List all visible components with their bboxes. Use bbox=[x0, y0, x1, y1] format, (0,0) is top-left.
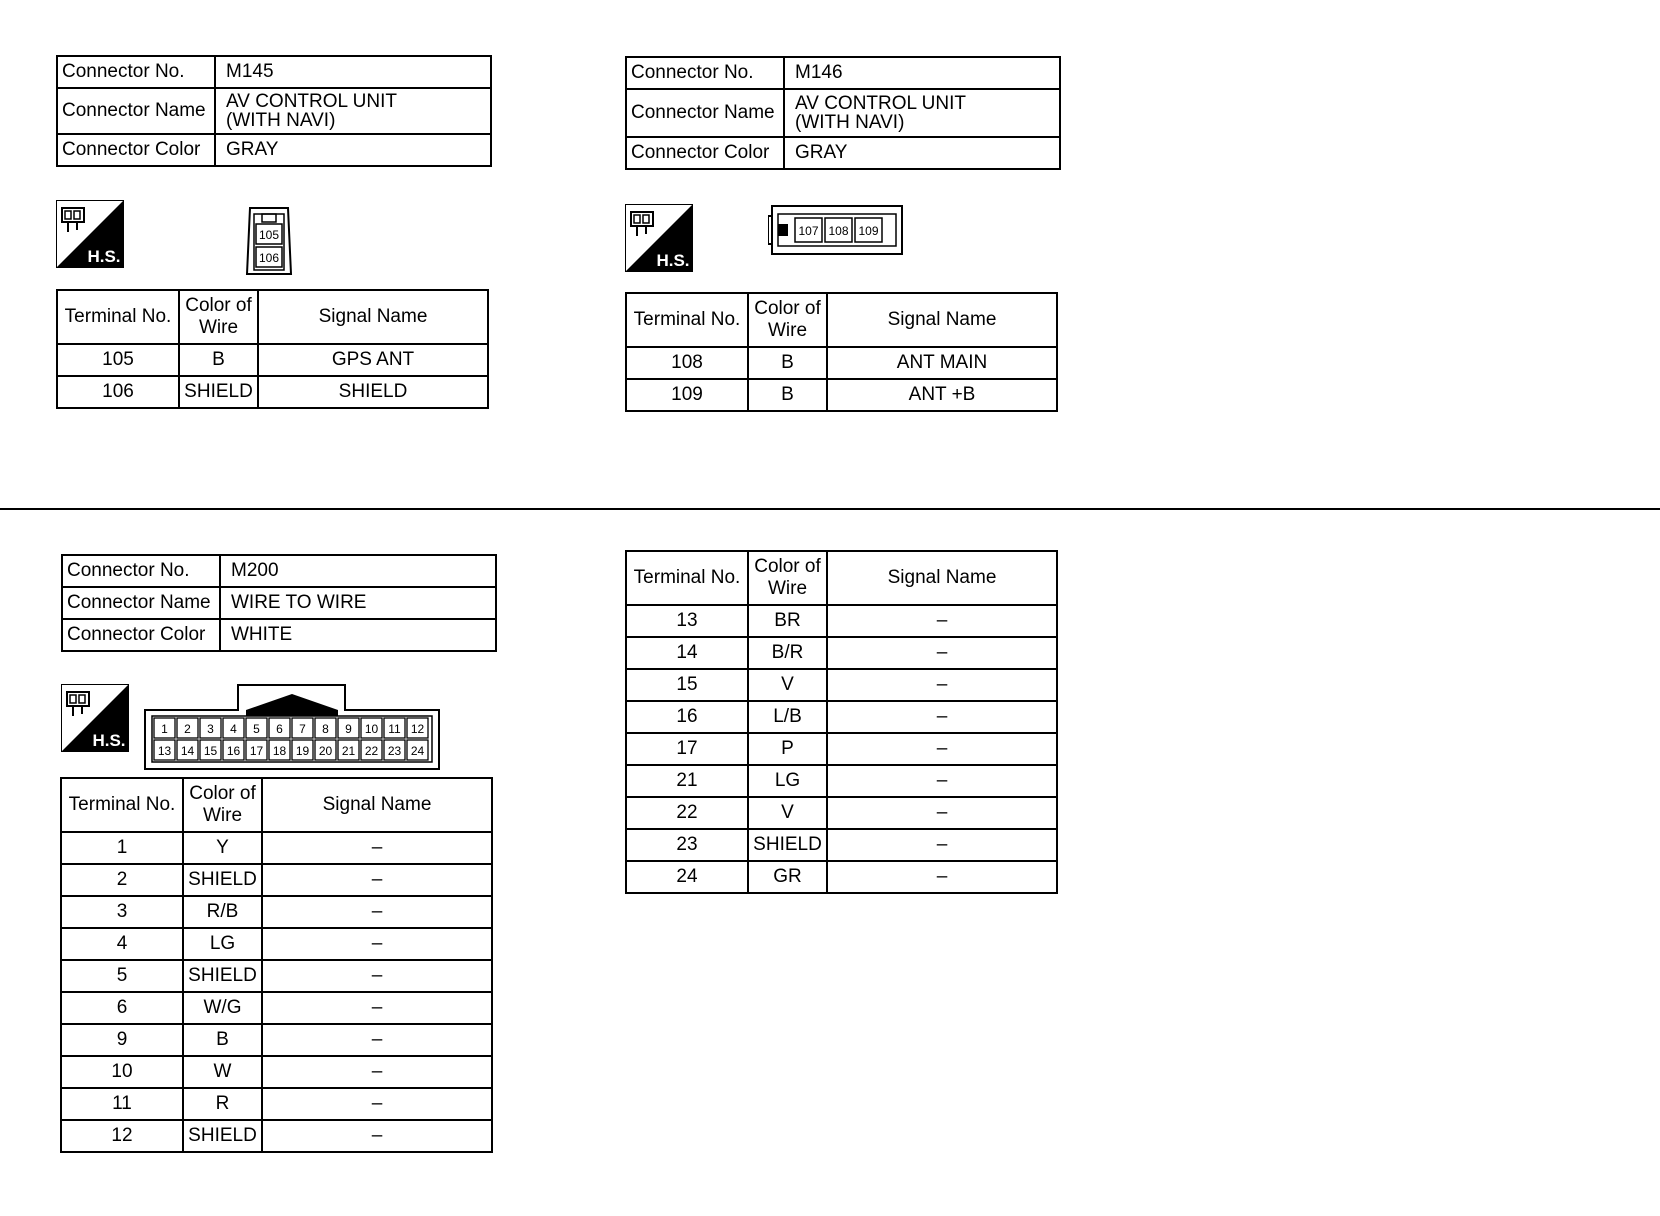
table-row bbox=[57, 344, 488, 376]
hs-harness-side-icon bbox=[61, 684, 129, 752]
wire-color: R bbox=[183, 1088, 262, 1120]
signal-name: GPS ANT bbox=[258, 344, 488, 376]
table-row bbox=[61, 992, 492, 1024]
terminal-table-m146 bbox=[625, 292, 1058, 412]
connector-name-value: WIRE TO WIRE bbox=[220, 587, 496, 619]
pin-label: 22 bbox=[364, 744, 379, 758]
pin-label: 6 bbox=[276, 722, 283, 736]
wire-color: B bbox=[748, 379, 827, 411]
connector-info-m146 bbox=[625, 56, 1061, 170]
hs-label: H.S. bbox=[87, 247, 121, 266]
connector-name-value bbox=[215, 88, 491, 134]
wire-color: V bbox=[748, 669, 827, 701]
table-row bbox=[626, 765, 1057, 797]
signal-name: – bbox=[827, 765, 1057, 797]
pin-label: 12 bbox=[410, 722, 425, 736]
header-color-of-wire: Color of Wire bbox=[748, 551, 827, 605]
terminal-no: 9 bbox=[61, 1024, 183, 1056]
terminal-no: 11 bbox=[61, 1088, 183, 1120]
signal-name: – bbox=[262, 1120, 492, 1152]
terminal-no: 109 bbox=[626, 379, 748, 411]
table-row bbox=[61, 1120, 492, 1152]
table-row bbox=[626, 379, 1057, 411]
signal-name: ANT MAIN bbox=[827, 347, 1057, 379]
connector-info-m145 bbox=[56, 55, 492, 167]
connector-name-value bbox=[784, 89, 1060, 137]
wire-color: B bbox=[748, 347, 827, 379]
info-row-connector-name bbox=[62, 587, 496, 619]
wire-color: LG bbox=[183, 928, 262, 960]
connector-name-line: AV CONTROL UNIT bbox=[795, 93, 967, 114]
wire-color: SHIELD bbox=[183, 864, 262, 896]
terminal-no: 3 bbox=[61, 896, 183, 928]
signal-name: – bbox=[262, 1024, 492, 1056]
info-row-connector-color bbox=[626, 137, 1060, 169]
connector-no-value: M200 bbox=[220, 555, 496, 587]
connector-color-value: GRAY bbox=[215, 134, 491, 166]
wire-color: SHIELD bbox=[183, 960, 262, 992]
table-row bbox=[61, 1088, 492, 1120]
pin-label: 15 bbox=[203, 744, 218, 758]
header-color-of-wire: Color of Wire bbox=[183, 778, 262, 832]
terminal-no: 13 bbox=[626, 605, 748, 637]
info-row-connector-name bbox=[626, 89, 1060, 137]
wire-color: P bbox=[748, 733, 827, 765]
section-divider bbox=[0, 508, 1660, 510]
terminal-no: 21 bbox=[626, 765, 748, 797]
pin-label: 20 bbox=[318, 744, 333, 758]
terminal-no: 24 bbox=[626, 861, 748, 893]
signal-name: – bbox=[262, 1056, 492, 1088]
signal-name: ANT +B bbox=[827, 379, 1057, 411]
pin-label: 16 bbox=[226, 744, 241, 758]
header-signal-name: Signal Name bbox=[262, 778, 492, 832]
table-row bbox=[61, 832, 492, 864]
signal-name: – bbox=[262, 992, 492, 1024]
terminal-no: 108 bbox=[626, 347, 748, 379]
signal-name: – bbox=[262, 896, 492, 928]
info-label: Connector Color bbox=[62, 619, 220, 651]
signal-name: – bbox=[827, 637, 1057, 669]
signal-name: – bbox=[827, 605, 1057, 637]
terminal-table-header bbox=[626, 551, 1057, 605]
terminal-table-header bbox=[57, 290, 488, 344]
connector-no-value: M146 bbox=[784, 57, 1060, 89]
pin-label: 105 bbox=[258, 228, 280, 242]
wire-color: B/R bbox=[748, 637, 827, 669]
info-label: Connector Name bbox=[626, 89, 784, 137]
terminal-no: 106 bbox=[57, 376, 179, 408]
connector-name-line: (WITH NAVI) bbox=[795, 112, 905, 133]
connector-info-m200 bbox=[61, 554, 497, 652]
info-row-connector-no bbox=[62, 555, 496, 587]
pin-label: 23 bbox=[387, 744, 402, 758]
pin-label: 24 bbox=[410, 744, 425, 758]
info-label: Connector No. bbox=[626, 57, 784, 89]
terminal-no: 23 bbox=[626, 829, 748, 861]
pin-label: 11 bbox=[388, 722, 401, 736]
signal-name: – bbox=[262, 864, 492, 896]
terminal-table-header bbox=[61, 778, 492, 832]
hs-label: H.S. bbox=[92, 731, 126, 750]
signal-name: – bbox=[262, 832, 492, 864]
terminal-no: 14 bbox=[626, 637, 748, 669]
pin-label: 7 bbox=[299, 722, 306, 736]
table-row bbox=[626, 637, 1057, 669]
table-row bbox=[61, 928, 492, 960]
connector-color-value: WHITE bbox=[220, 619, 496, 651]
signal-name: – bbox=[827, 797, 1057, 829]
info-label: Connector No. bbox=[57, 56, 215, 88]
info-label: Connector Name bbox=[62, 587, 220, 619]
pin-label: 19 bbox=[295, 744, 310, 758]
info-row-connector-color bbox=[57, 134, 491, 166]
pin-label: 8 bbox=[322, 722, 329, 736]
terminal-table-m200 bbox=[60, 777, 493, 1153]
terminal-table-m200-continued bbox=[625, 550, 1058, 894]
info-row-connector-name bbox=[57, 88, 491, 134]
connector-no-value: M145 bbox=[215, 56, 491, 88]
wire-color: SHIELD bbox=[183, 1120, 262, 1152]
wire-color: L/B bbox=[748, 701, 827, 733]
terminal-no: 10 bbox=[61, 1056, 183, 1088]
wire-color: W/G bbox=[183, 992, 262, 1024]
terminal-no: 1 bbox=[61, 832, 183, 864]
header-signal-name: Signal Name bbox=[827, 293, 1057, 347]
signal-name: – bbox=[827, 861, 1057, 893]
connector-face-m145 bbox=[244, 200, 294, 278]
wire-color: SHIELD bbox=[748, 829, 827, 861]
pin-label: 1 bbox=[161, 722, 168, 736]
header-signal-name: Signal Name bbox=[258, 290, 488, 344]
info-label: Connector Color bbox=[626, 137, 784, 169]
wire-color: LG bbox=[748, 765, 827, 797]
info-row-connector-no bbox=[57, 56, 491, 88]
terminal-no: 16 bbox=[626, 701, 748, 733]
pin-label: 14 bbox=[180, 744, 195, 758]
table-row bbox=[626, 347, 1057, 379]
terminal-no: 2 bbox=[61, 864, 183, 896]
info-row-connector-color bbox=[62, 619, 496, 651]
table-row bbox=[61, 960, 492, 992]
header-terminal-no: Terminal No. bbox=[626, 551, 748, 605]
wire-color: B bbox=[183, 1024, 262, 1056]
signal-name: – bbox=[262, 960, 492, 992]
terminal-no: 12 bbox=[61, 1120, 183, 1152]
pin-label: 17 bbox=[249, 744, 264, 758]
header-terminal-no: Terminal No. bbox=[61, 778, 183, 832]
signal-name: – bbox=[262, 928, 492, 960]
terminal-table-header bbox=[626, 293, 1057, 347]
terminal-no: 15 bbox=[626, 669, 748, 701]
pin-label: 106 bbox=[258, 251, 280, 265]
hs-harness-side-icon bbox=[56, 200, 124, 268]
table-row bbox=[626, 829, 1057, 861]
table-row bbox=[61, 896, 492, 928]
terminal-table-m145 bbox=[56, 289, 489, 409]
pin-label: 10 bbox=[364, 722, 379, 736]
pin-label: 5 bbox=[253, 722, 260, 736]
connector-face-m200 bbox=[144, 684, 440, 770]
wire-color: SHIELD bbox=[179, 376, 258, 408]
signal-name: SHIELD bbox=[258, 376, 488, 408]
info-label: Connector No. bbox=[62, 555, 220, 587]
connector-face-m146 bbox=[768, 204, 904, 256]
wire-color: W bbox=[183, 1056, 262, 1088]
terminal-no: 22 bbox=[626, 797, 748, 829]
table-row bbox=[626, 669, 1057, 701]
pin-label: 2 bbox=[184, 722, 191, 736]
info-label: Connector Color bbox=[57, 134, 215, 166]
info-label: Connector Name bbox=[57, 88, 215, 134]
table-row bbox=[626, 861, 1057, 893]
wire-color: BR bbox=[748, 605, 827, 637]
header-color-of-wire: Color of Wire bbox=[748, 293, 827, 347]
signal-name: – bbox=[827, 701, 1057, 733]
table-row bbox=[61, 864, 492, 896]
pin-label: 9 bbox=[345, 722, 352, 736]
table-row bbox=[61, 1056, 492, 1088]
table-row bbox=[61, 1024, 492, 1056]
wire-color: R/B bbox=[183, 896, 262, 928]
hs-label: H.S. bbox=[656, 251, 690, 270]
signal-name: – bbox=[262, 1088, 492, 1120]
table-row bbox=[626, 701, 1057, 733]
connector-name-line: (WITH NAVI) bbox=[226, 110, 336, 131]
connector-color-value: GRAY bbox=[784, 137, 1060, 169]
signal-name: – bbox=[827, 669, 1057, 701]
hs-harness-side-icon bbox=[625, 204, 693, 272]
terminal-no: 4 bbox=[61, 928, 183, 960]
wire-color: B bbox=[179, 344, 258, 376]
table-row bbox=[626, 605, 1057, 637]
header-signal-name: Signal Name bbox=[827, 551, 1057, 605]
wire-color: V bbox=[748, 797, 827, 829]
wire-color: GR bbox=[748, 861, 827, 893]
signal-name: – bbox=[827, 733, 1057, 765]
table-row bbox=[626, 797, 1057, 829]
wire-color: Y bbox=[183, 832, 262, 864]
info-row-connector-no bbox=[626, 57, 1060, 89]
terminal-no: 105 bbox=[57, 344, 179, 376]
pin-label: 4 bbox=[230, 722, 237, 736]
terminal-no: 17 bbox=[626, 733, 748, 765]
terminal-no: 6 bbox=[61, 992, 183, 1024]
connector-name-line: AV CONTROL UNIT bbox=[226, 91, 398, 112]
signal-name: – bbox=[827, 829, 1057, 861]
table-row bbox=[626, 733, 1057, 765]
header-terminal-no: Terminal No. bbox=[57, 290, 179, 344]
pin-label: 13 bbox=[157, 744, 172, 758]
pin-label: 109 bbox=[858, 224, 879, 238]
terminal-no: 5 bbox=[61, 960, 183, 992]
pin-label: 21 bbox=[341, 744, 356, 758]
pin-label: 108 bbox=[828, 224, 849, 238]
header-color-of-wire: Color of Wire bbox=[179, 290, 258, 344]
header-terminal-no: Terminal No. bbox=[626, 293, 748, 347]
pin-label: 18 bbox=[272, 744, 287, 758]
pin-label: 107 bbox=[798, 224, 819, 238]
table-row bbox=[57, 376, 488, 408]
pin-label: 3 bbox=[207, 722, 214, 736]
